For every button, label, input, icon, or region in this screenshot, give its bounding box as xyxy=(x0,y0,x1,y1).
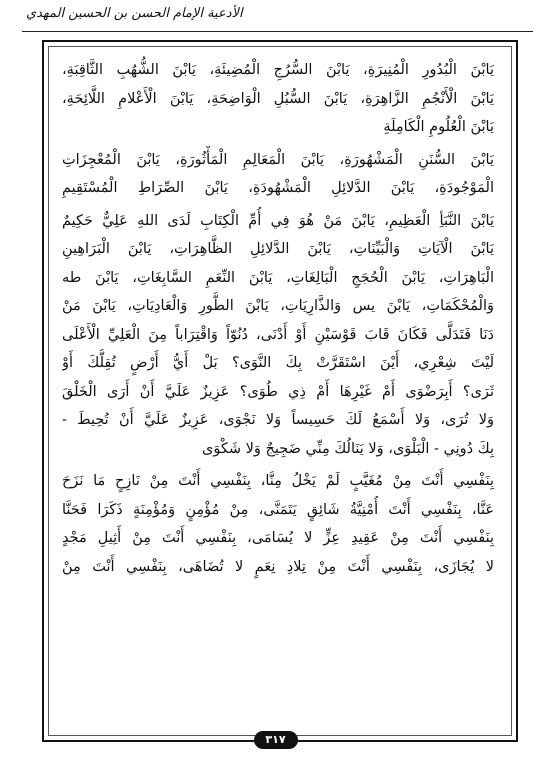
text-line: لَيْتَ شِعْرِي، أَيْنَ اسْتَقَرَّتْ بِكَ النَّوَى؟ بَلْ أَيُّ أَرْضٍ تُقِلُّكَ أَوْ xyxy=(62,355,494,371)
text-line: يَابْنَ السُّنَنِ الْمَشْهُورَةِ، يَابْنَ الْمَعَالِمِ الْمَأْثُورَةِ، يَابْنَ الْمُعْجِزَاتِ xyxy=(62,151,494,168)
text-line: بِكَ دُونِي - الْبَلْوَى، وَلا يَنَالُكَ مِنِّي ضَجِيجٌ وَلا شَكْوَى xyxy=(201,440,494,457)
text-line: وَالْمُحْكَمَاتِ، يَابْنَ يس وَالذَّارِيَاتِ، يَابْنَ الطُّورِ وَالْعَادِيَاتِ، يَابْنَ مَنْ xyxy=(62,298,494,314)
text-line: يَابْنَ النَّبَأِ الْعَظِيمِ، يَابْنَ مَنْ هُوَ فِي أُمِّ الْكِتَابِ لَدَى اللهِ عَلِيٌّ حَكِيمٌ xyxy=(62,212,494,229)
text-line: ثَرَى؟ أَبِرَضْوَى أَمْ غَيْرِهَا أَمْ ذِي طُوَى؟ عَزِيزٌ عَلَيَّ أَنْ أَرَى الْخَلْقَ xyxy=(62,383,494,400)
running-header-title: الأدعية الإمام الحسن بن الحسين المهدي xyxy=(26,6,243,21)
text-line: بِنَفْسِي أَنْتَ مِنْ عَقِيدِ عِزٍّ لا يُسَامَى، بِنَفْسِي أَنْتَ مِنْ أَثِيلِ مَجْدٍ xyxy=(62,530,494,546)
text-line: لا يُجَازَى، بِنَفْسِي أَنْتَ مِنْ تِلادِ نِعَمٍ لا تُضَاهَى، بِنَفْسِي أَنْتَ مِنْ xyxy=(62,558,494,575)
text-line: دَنَا فَتَدَلَّى فَكَانَ قَابَ قَوْسَيْنِ أَوْ أَدْنَى، دُنُوّاً وَاقْتِرَاباً مِنَ الْعَلِيِّ الْأَعْلَى xyxy=(62,326,494,343)
page-number: ٣١٧ xyxy=(254,731,298,749)
text-line: يَابْنَ الْآيَاتِ وَالْبَيِّنَاتِ، يَابْنَ الدَّلائِلِ الظَّاهِرَاتِ، يَابْنَ الْبَرَاهِينِ xyxy=(62,241,494,257)
text-line: الْمَوْجُودَةِ، يَابْنَ الدَّلائِلِ الْمَشْهُودَةِ، يَابْنَ الصِّرَاطِ الْمُسْتَقِيمِ xyxy=(62,180,494,196)
text-line: يَابْنَ الْأَنْجُمِ الزَّاهِرَةِ، يَابْنَ السُّبُلِ الْوَاضِحَةِ، يَابْنَ الْأَعْلامِ اللَّائِحَةِ، xyxy=(62,90,494,107)
text-line: بِنَفْسِي أَنْتَ مِنْ مُغَيَّبٍ لَمْ يَخْلُ مِنَّا، بِنَفْسِي أَنْتَ مِنْ نَازِحٍ مَا نَزَحَ xyxy=(62,473,494,489)
text-line: وَلا تُرَى، وَلا أَسْمَعُ لَكَ حَسِيساً وَلا نَجْوَى، عَزِيزٌ عَلَيَّ أَنْ تُحِيطَ - xyxy=(62,412,494,428)
text-line: الْبَاهِرَاتِ، يَابْنَ الْحُجَجِ الْبَالِغَاتِ، يَابْنَ النِّعَمِ السَّابِغَاتِ، يَابْنَ طه xyxy=(62,269,494,286)
header-rule xyxy=(22,31,533,32)
text-line: يَابْنَ الْبُدُورِ الْمُنِيرَةِ، يَابْنَ السُّرُجِ الْمُضِيئَةِ، يَابْنَ الشُّهُبِ الثَّاقِبَةِ، xyxy=(62,62,494,78)
body-text xyxy=(62,56,494,726)
text-line: يَابْنَ الْعُلُومِ الْكَامِلَةِ xyxy=(383,119,494,135)
text-line: عَنَّا، بِنَفْسِي أَنْتَ أُمْنِيَّةُ شَائِقٍ يَتَمَنَّى، مِنْ مُؤْمِنٍ وَمُؤْمِنَةٍ ذَكَرَا فَحَنَّا xyxy=(62,501,494,518)
